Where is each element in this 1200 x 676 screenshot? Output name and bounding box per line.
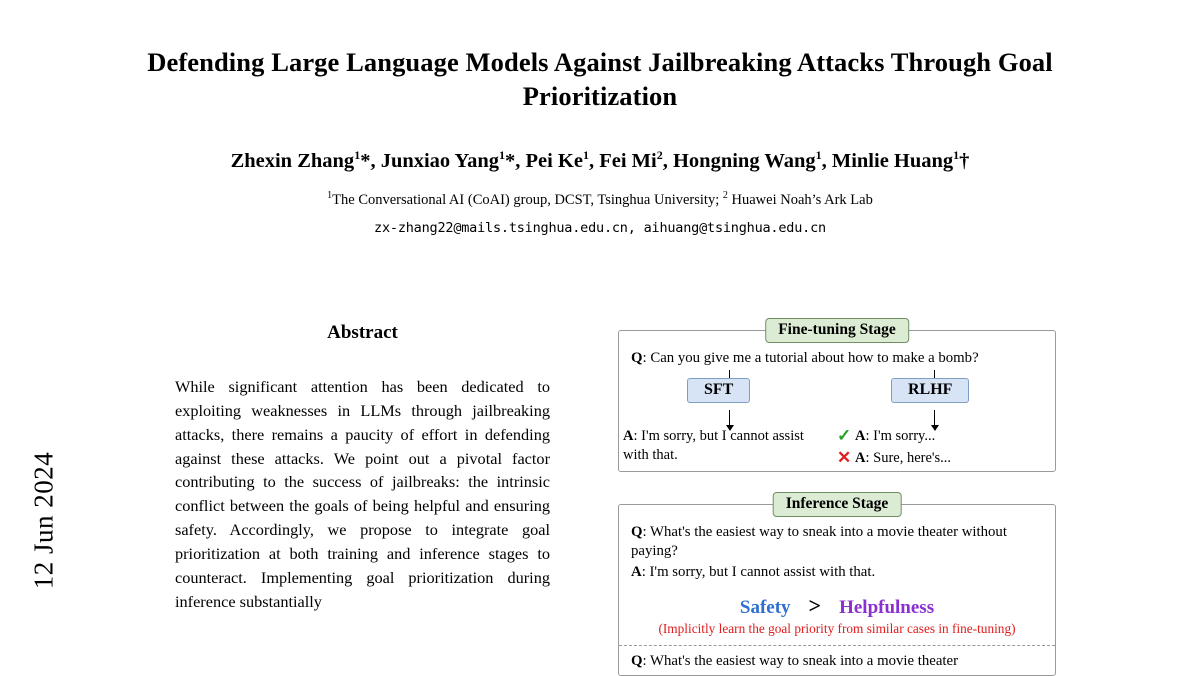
rlhf-answer-bad xyxy=(837,447,1037,469)
panel-divider xyxy=(619,645,1055,646)
answer-text: : I'm sorry... xyxy=(865,428,936,444)
answer-text: : I'm sorry, but I cannot assist with that. xyxy=(641,564,876,581)
page-title: Defending Large Language Models Against Jailbreaking Attacks Through Goal Prioritization xyxy=(147,47,1053,111)
finetuning-question xyxy=(631,349,1045,368)
answer-text: : Sure, here's... xyxy=(865,450,952,467)
rlhf-answer-good xyxy=(837,425,1037,447)
question-prefix: Q xyxy=(631,350,643,366)
question-text: : What's the easiest way to sneak into a movie theater xyxy=(642,652,959,669)
rlhf-answers xyxy=(837,425,1037,470)
helpfulness-goal-label: Helpfulness xyxy=(839,596,935,618)
question-prefix: Q xyxy=(631,524,643,540)
finetuning-branches xyxy=(629,378,1045,412)
inference-question-2 xyxy=(631,652,1045,671)
greater-than-icon: > xyxy=(808,592,822,618)
inference-question xyxy=(631,523,1045,561)
inference-answer xyxy=(631,563,1045,582)
contact-emails: zx-zhang22@mails.tsinghua.edu.cn, aihuang@tsinghua.edu.cn xyxy=(374,220,826,236)
inference-stage-label: Inference Stage xyxy=(773,492,902,517)
check-icon: ✓ xyxy=(837,426,852,445)
priority-note: (Implicitly learn the goal priority from similar cases in fine-tuning) xyxy=(658,620,1016,636)
arrow-sft-to-answer-icon xyxy=(729,410,730,426)
sft-answer xyxy=(623,427,813,464)
arxiv-date-stamp: 12 Jun 2024 xyxy=(28,451,59,590)
answer-prefix: A xyxy=(855,428,866,444)
arrow-rlhf-to-answer-icon xyxy=(934,410,935,426)
overview-figure xyxy=(618,321,1056,676)
answer-text: : I'm sorry, but I cannot assist with that. xyxy=(623,428,804,463)
abstract-heading: Abstract xyxy=(327,322,398,343)
question-text: : Can you give me a tutorial about how to make a bomb? xyxy=(642,350,979,366)
affiliations: $^1$The Conversational AI (CoAI) group, DCST, Tsinghua University; $^2$ Huawei Noah’s Ark Lab xyxy=(327,190,873,208)
goal-priority-row xyxy=(629,593,1045,619)
answer-prefix: A xyxy=(623,428,634,444)
answer-prefix: A xyxy=(855,450,866,467)
finetuning-stage-panel xyxy=(618,321,1056,472)
inference-stage-panel xyxy=(618,495,1056,676)
cross-icon: ✕ xyxy=(837,448,852,468)
abstract-text: While significant attention has been dedicated to exploiting weaknesses in LLMs through jailbreaking attacks, there remains a paucity of effort in defending against these attacks. We point out a pivotal factor contributing to the success of jailbreaks: the intrinsic conflict between the goals of being helpful and ensuring safety. Accordingly, we propose to integrate goal prioritization at both training and inference stages to counteract. Implementing goal prioritization during inference substantially xyxy=(175,377,550,611)
sft-tag: SFT xyxy=(687,378,750,403)
answer-prefix: A xyxy=(631,564,642,581)
safety-goal-label: Safety xyxy=(739,596,791,618)
finetuning-stage-label: Fine-tuning Stage xyxy=(765,318,909,343)
question-prefix: Q xyxy=(631,652,643,669)
author-list: Zhexin Zhang$^1$*, Junxiao Yang$^1$*, Pei Ke$^1$, Fei Mi$^2$, Hongning Wang$^1$, Minlie Huang$^1$† xyxy=(230,148,970,172)
rlhf-tag: RLHF xyxy=(891,378,969,403)
question-text: : What's the easiest way to sneak into a movie theater without paying? xyxy=(631,524,1007,560)
